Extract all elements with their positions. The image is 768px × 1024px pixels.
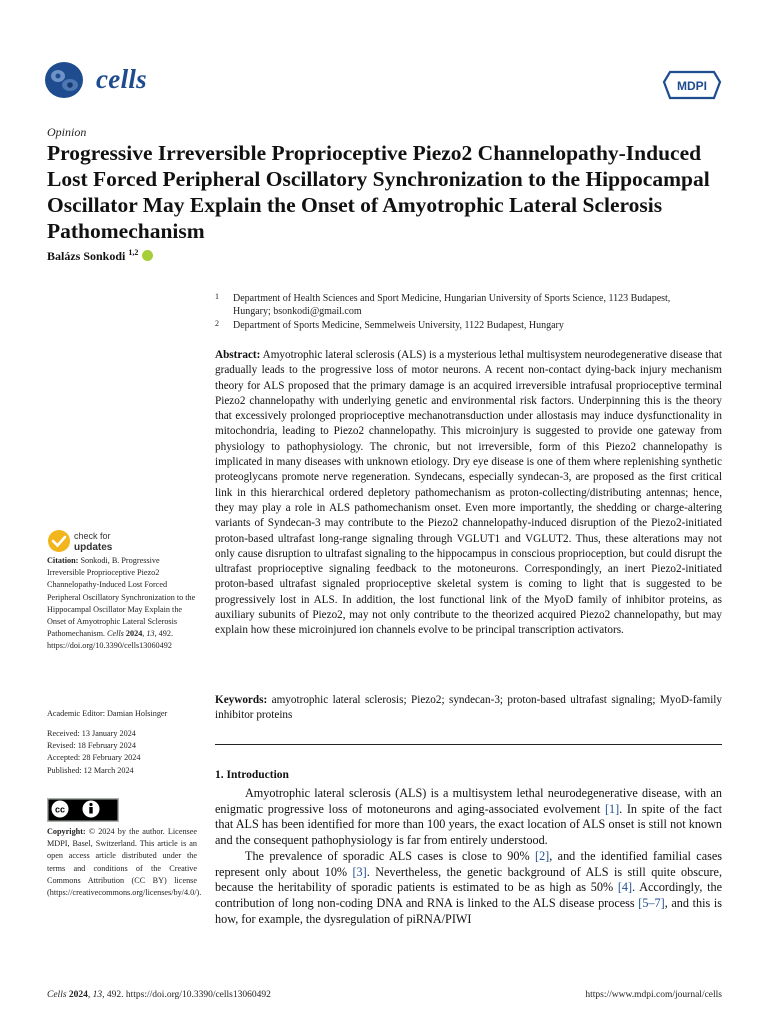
check-icon [48,530,70,552]
reference-link[interactable]: [1] [604,801,620,816]
citation-block: Citation: Sonkodi, B. Progressive Irreversible Proprioceptive Piezo2 Channelopathy-Induced Lost Forced Peripheral Oscillatory Synchronization to the Hippocampal Oscillator May Explain the Onset of Amyotrophic Lateral Sclerosis Pathomechanism. Cells 2024, 13, 492. https://doi.org/10.3390/cells13060492 [47,556,196,651]
paragraph-text: . Accordingly, the contribution of long non-coding DNA and RNA is linked to the ALS disease process [215,880,723,910]
reference-link[interactable]: [4] [617,880,633,895]
abstract [215,348,722,639]
check-updates-line1: check for [74,531,111,541]
footer-year: 2024 [68,990,88,1000]
article-title: Progressive Irreversible Proprioceptive Piezo2 Channelopathy-Induced Lost Forced Peripheral Oscillatory Synchronization to the Hippocampal Oscillator May Explain the Onset of Amyotrophic Lateral Sclerosis Pathomechanism [47,141,710,243]
paragraph-2 [215,849,722,928]
citation-year: 2024 [125,629,143,639]
citation-journal: Cells [107,629,124,639]
keywords-text: amyotrophic lateral sclerosis; Piezo2; syndecan-3; proton-based ultrafast signaling; MyoD-family inhibitor proteins [215,694,722,722]
cells-logo-icon [44,60,86,100]
keywords [215,693,722,724]
copyright-text: © 2024 by the author. Licensee MDPI, Basel, Switzerland. This article is an open access article distributed under the terms and conditions of the Creative Commons Attribution (CC BY) license (https://creativecommons.org/licenses/by/4.0/). [47,827,202,898]
academic-editor: Academic Editor: Damian Holsinger [47,709,168,718]
paragraph-text: The prevalence of sporadic ALS cases is close to 90% [245,848,536,863]
affiliation-text: Department of Health Sciences and Sport Medicine, Hungarian University of Sports Science, 1123 Budapest, Hungary; bsonkodi@gmail.com [233,293,671,317]
orcid-icon[interactable] [142,250,153,261]
reference-link[interactable]: [5–7] [638,895,665,910]
paragraph-text: . In spite of the fact that ALS has been identified for more than 100 years, the exact location of ALS onset is still not known and the consequent pathophysiology is far from entirely understood. [215,801,722,848]
revised-date: Revised: 18 February 2024 [47,741,136,751]
affiliation-number: 2 [215,319,219,328]
keywords-label: Keywords: [215,694,268,706]
dates-block [47,728,197,777]
affiliation-2 [215,319,703,332]
paragraph-1 [215,786,722,849]
affiliation-1 [215,292,703,318]
citation-text: Sonkodi, B. Progressive Irreversible Proprioceptive Piezo2 Channelopathy-Induced Lost Forced Peripheral Oscillatory Synchronization to the Hippocampal Oscillator May Explain the Onset of Amyotrophic Lateral Sclerosis Pathomechanism. [47,556,196,639]
reference-link[interactable]: [3] [352,864,367,879]
copyright-label: Copyright: [47,827,86,836]
affiliation-number: 1 [215,292,219,301]
reference-link[interactable]: [2] [535,848,550,863]
footer-citation: Cells 2024, 13, 492. https://doi.org/10.3390/cells13060492 [47,990,271,1000]
affiliation-text: Department of Sports Medicine, Semmelweis University, 1122 Budapest, Hungary [233,320,564,331]
copyright-block [47,826,202,899]
journal-name[interactable]: cells [96,64,147,94]
check-for-updates-badge[interactable] [47,528,167,554]
svg-text:cc: cc [54,804,66,815]
citation-volume: 13 [146,629,155,639]
section-heading: 1. Introduction [215,769,289,781]
check-updates-line2: updates [74,542,113,553]
paragraph-text: . Nevertheless, the genetic background of ALS is still quite obscure, because the heritability of sporadic patients is estimated to be as high as 50% [215,864,722,895]
author-affiliation-marks: 1,2 [128,248,139,257]
footer-doi[interactable]: , 492. https://doi.org/10.3390/cells13060492 [102,990,271,1000]
body-text [215,786,722,927]
footer-journal: Cells [47,990,67,1000]
received-date: Received: 13 January 2024 [47,729,136,738]
citation-page: 492. [158,629,173,639]
author-name[interactable]: Balázs Sonkodi [47,249,126,263]
abstract-label: Abstract: [215,349,261,361]
published-date: Published: 12 March 2024 [47,765,134,775]
accepted-date: Accepted: 28 February 2024 [47,753,141,763]
author-line [47,248,153,264]
footer-journal-url[interactable]: https://www.mdpi.com/journal/cells [585,990,722,1000]
article-type: Opinion [47,125,87,139]
paragraph-text: Amyotrophic lateral sclerosis (ALS) is a multisystem lethal neurodegenerative disease, with an enigmatic progressive loss of motoneurons and aging-associated evolvement [215,786,722,816]
citation-doi[interactable]: https://doi.org/10.3390/cells13060492 [47,641,172,651]
abstract-text: Amyotrophic lateral sclerosis (ALS) is a mysterious lethal multisystem neurodegenerative disease that gradually leads to the progressive loss of motor neurons. A recent non-contact dying-back injury mechanism theory for ALS proposed that the primary damage is an acquired irreversible intrafusal proprioceptive terminal Piezo2 channelopathy with underlying genetic and environmental risk factors. Underpinning this is the theory that excessively prolonged proprioceptive mechanotransduction under allostasis may induce dysfunctionality in mitochondria, leading to Piezo2 channelopathy. This microinjury is suggested to provide one gateway from physiology to pathophysiology. The chronic, but not irreversible, form of this Piezo2 channelopathy is implicated in many diseases with unknown etiology. Dry eye disease is one of them where replenishing synthetic proteoglycans promote nerve regeneration. Syndecans, especially syndecan-3, are proposed as the first critical link in this hierarchical ordered depletory pathomechanism as proton-collecting/distributing antennas; hence, they may play a role in ALS pathomechanism onset. Even more importantly, the shedding or charge-altering variants of Syndecan-3 may contribute to the Piezo2 channelopathy-induced disruption of the Piezo2-initiated proton-based ultrafast long-range signaling through VGLUT1 and VGLUT2. Thus, these alterations may not only cause disruption to ultrafast signaling to the hippocampus in conscious proprioception, but could disrupt the ultrafast proprioceptive signaling feedback to the motoneurons. Correspondingly, an inert Piezo2-initiated proton-based ultrafast signaled proprioceptive skeletal system is coming to light that is suggested to be progressively lost in ALS. In addition, the lost functional link of the MyoD family of inhibitor proteins, as auxiliary subunits of Piezo2, may not only contribute to the theorized acquired Piezo2 channelopathy, but may explain how these microinjured ion channels evolve to be principal transcription activators. [215,349,722,637]
citation-label: Citation: [47,556,79,565]
cc-by-license-icon[interactable] [47,798,119,822]
section-divider [215,744,722,745]
footer-volume: 13 [92,990,103,1000]
paragraph-text: , and the identified familial cases represent only about 10% [215,848,723,879]
mdpi-logo[interactable] [662,70,722,100]
publisher-name: MDPI [677,79,707,93]
paragraph-text: , and this is how, for example, the dysregulation of piRNA/PIWI [215,895,722,926]
